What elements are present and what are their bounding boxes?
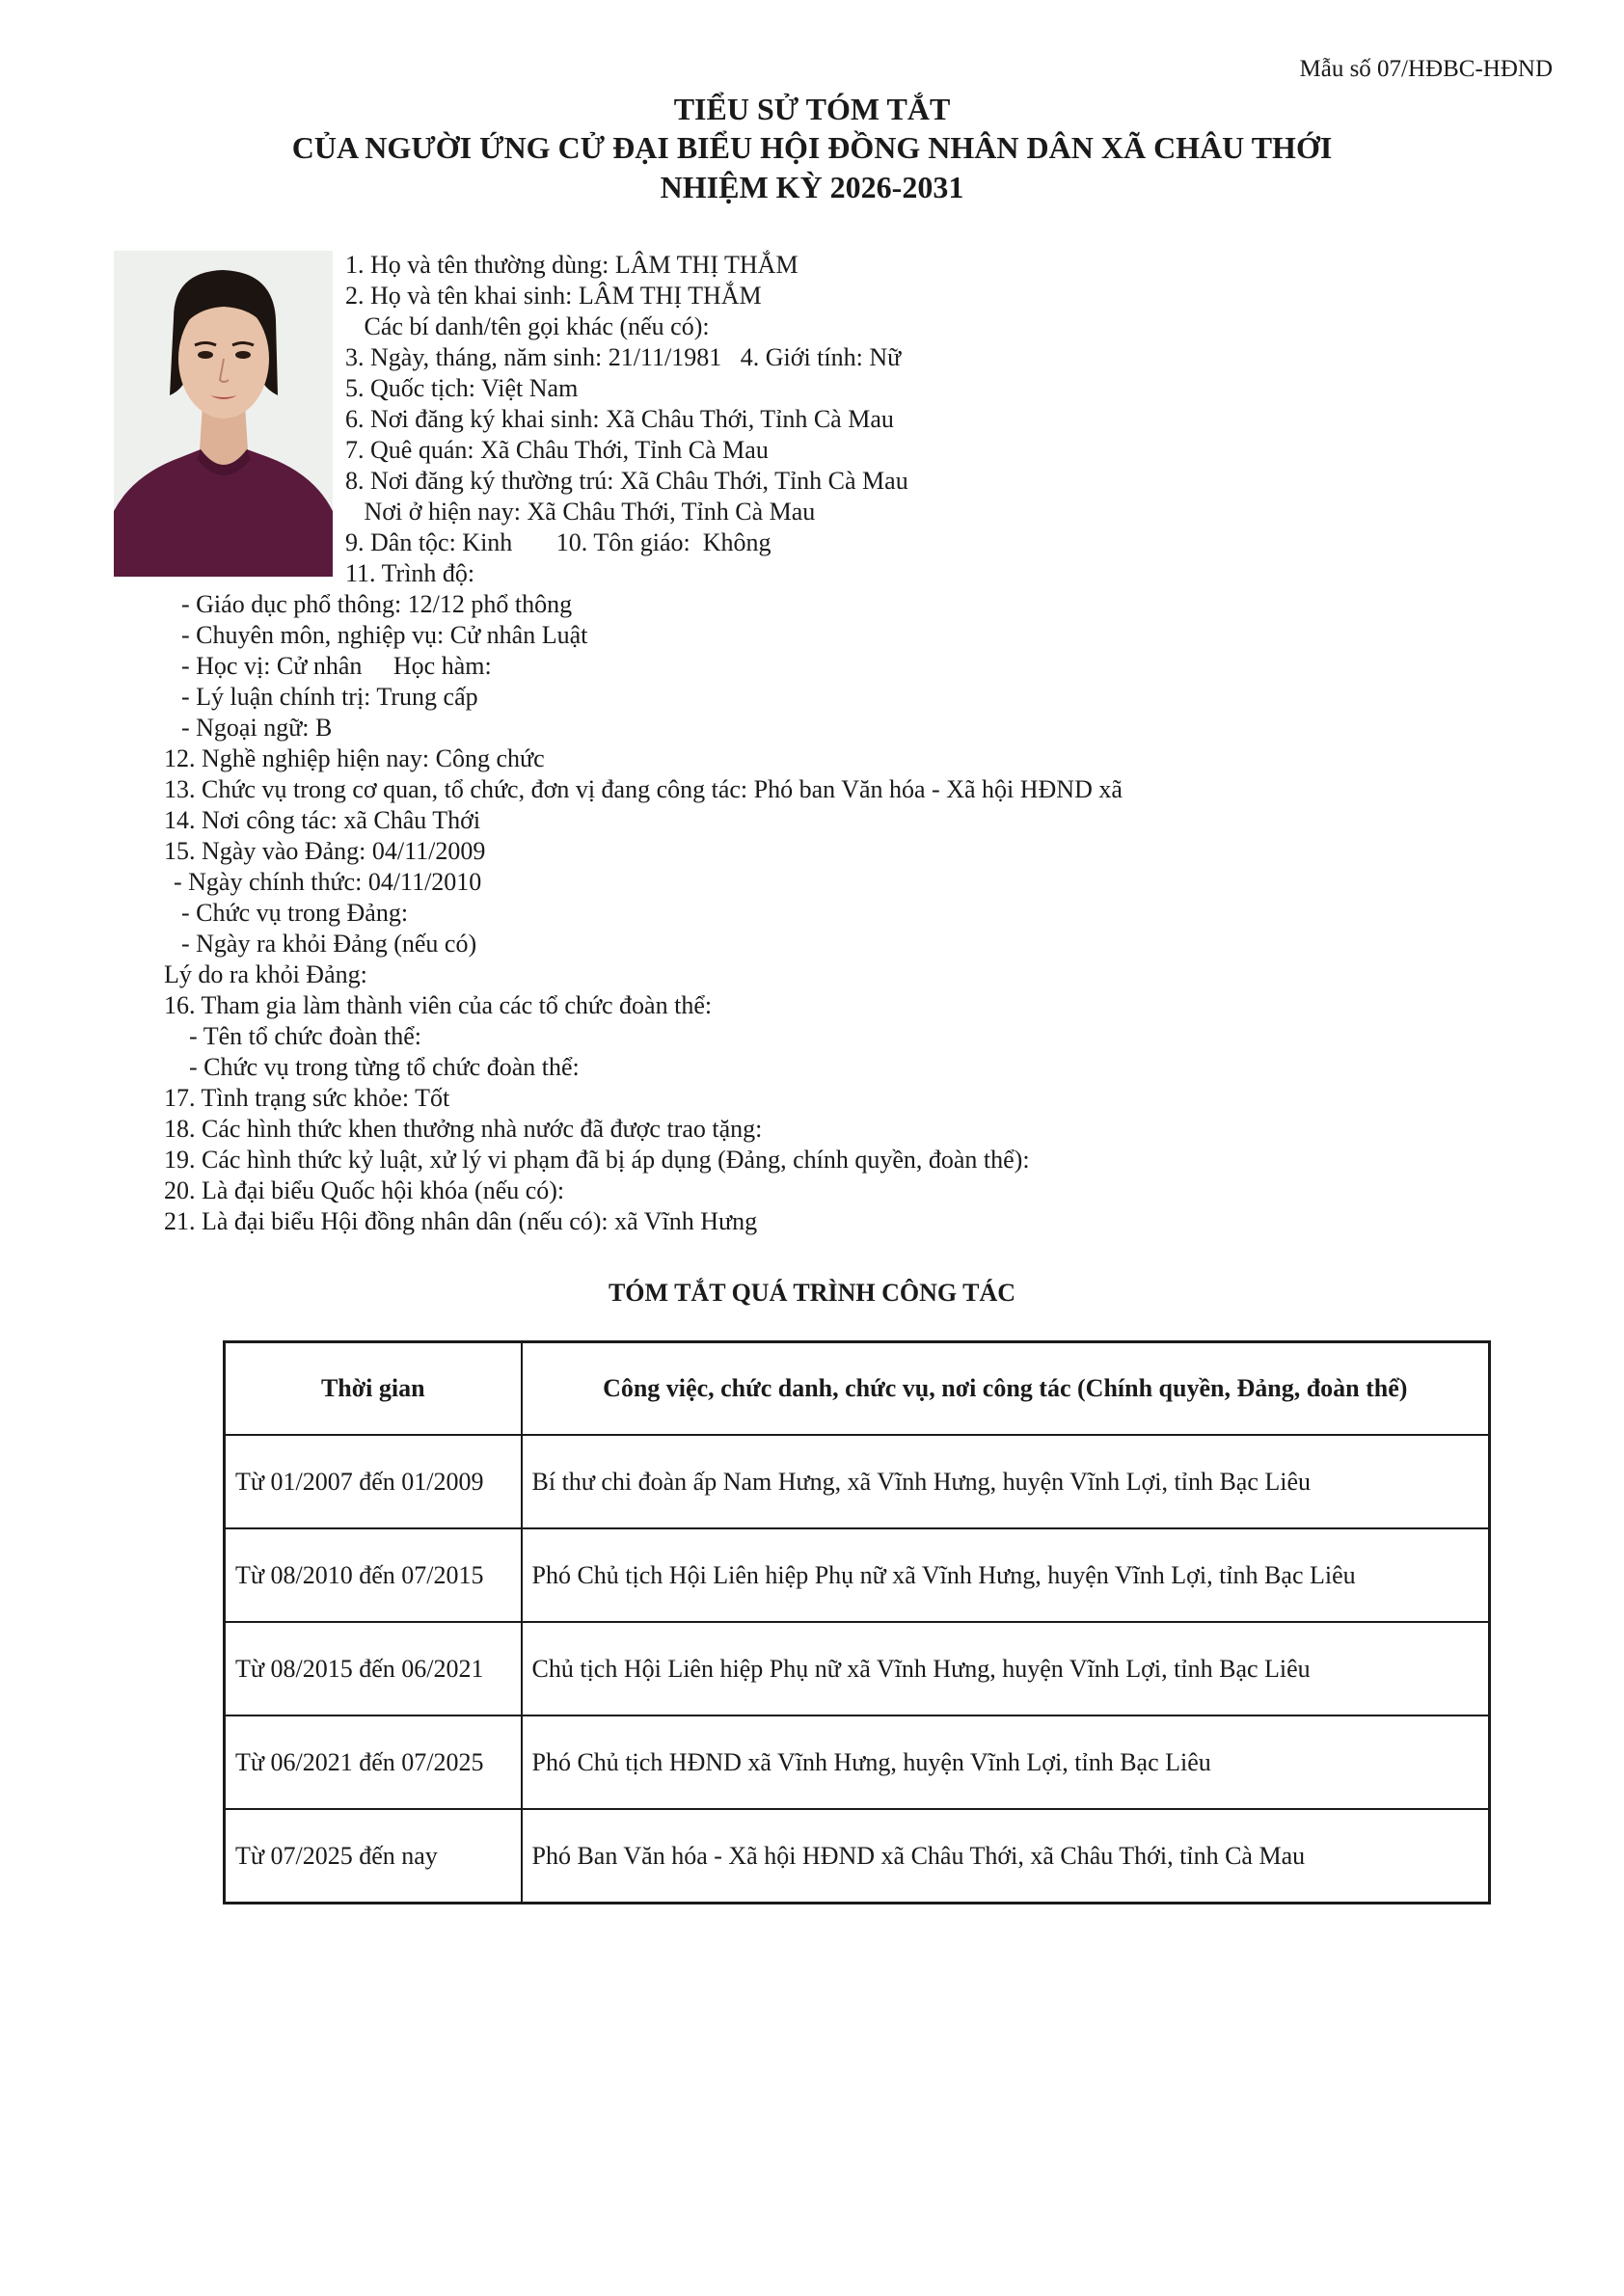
portrait-photo [114, 251, 333, 577]
bio-line-20-national-assembly: 20. Là đại biểu Quốc hội khóa (nếu có): [164, 1176, 565, 1204]
header-position: Công việc, chức danh, chức vụ, nơi công tác (Chính quyền, Đảng, đoàn thể) [522, 1342, 1490, 1436]
bio-line-general-education: - Giáo dục phổ thông: 12/12 phổ thông [181, 590, 573, 618]
portrait-image [114, 251, 333, 577]
table-row [225, 1809, 1490, 1904]
table-row [225, 1622, 1490, 1715]
bio-line-17-health: 17. Tình trạng sức khỏe: Tốt [164, 1084, 450, 1112]
bio-line-13-position: 13. Chức vụ trong cơ quan, tổ chức, đơn vị đang công tác: Phó ban Văn hóa - Xã hội HĐND xã [164, 775, 1123, 803]
bio-line-14-workplace: 14. Nơi công tác: xã Châu Thới [164, 806, 481, 834]
bio-line-party-leave-date: - Ngày ra khỏi Đảng (nếu có) [181, 930, 477, 958]
bio-line-7-hometown: 7. Quê quán: Xã Châu Thới, Tỉnh Cà Mau [345, 436, 769, 464]
bio-line-foreign-language: - Ngoại ngữ: B [181, 714, 333, 742]
bio-line-organization-name: - Tên tổ chức đoàn thể: [189, 1022, 422, 1050]
bio-line-9-ethnicity-religion: 9. Dân tộc: Kinh 10. Tôn giáo: Không [345, 528, 771, 556]
cell-role: Phó Chủ tịch Hội Liên hiệp Phụ nữ xã Vĩnh Hưng, huyện Vĩnh Lợi, tỉnh Bạc Liêu [522, 1528, 1490, 1622]
bio-line-organization-position: - Chức vụ trong từng tổ chức đoàn thể: [189, 1053, 580, 1081]
cell-period: Từ 01/2007 đến 01/2009 [225, 1435, 522, 1528]
bio-line-19-discipline: 19. Các hình thức kỷ luật, xử lý vi phạm đã bị áp dụng (Đảng, chính quyền, đoàn thể): [164, 1146, 1030, 1174]
table-row [225, 1435, 1490, 1528]
table-header-row [225, 1342, 1490, 1436]
cell-role: Phó Ban Văn hóa - Xã hội HĐND xã Châu Thới, xã Châu Thới, tỉnh Cà Mau [522, 1809, 1490, 1904]
cell-period: Từ 07/2025 đến nay [225, 1809, 522, 1904]
cell-role: Chủ tịch Hội Liên hiệp Phụ nữ xã Vĩnh Hưng, huyện Vĩnh Lợi, tỉnh Bạc Liêu [522, 1622, 1490, 1715]
bio-line-profession: - Chuyên môn, nghiệp vụ: Cử nhân Luật [181, 621, 588, 649]
cell-role: Bí thư chi đoàn ấp Nam Hưng, xã Vĩnh Hưng, huyện Vĩnh Lợi, tỉnh Bạc Liêu [522, 1435, 1490, 1528]
table-row [225, 1715, 1490, 1809]
document-term: NHIỆM KỲ 2026-2031 [660, 170, 964, 204]
bio-line-11-education-heading: 11. Trình độ: [345, 559, 475, 587]
bio-line-18-awards: 18. Các hình thức khen thưởng nhà nước đã được trao tặng: [164, 1115, 763, 1143]
cell-period: Từ 08/2010 đến 07/2015 [225, 1528, 522, 1622]
document-subtitle: CỦA NGƯỜI ỨNG CỬ ĐẠI BIỂU HỘI ĐỒNG NHÂN DÂN XÃ CHÂU THỚI [291, 130, 1333, 165]
bio-line-15-party-join-date: 15. Ngày vào Đảng: 04/11/2009 [164, 837, 486, 865]
document-title: TIỂU SỬ TÓM TẮT [673, 92, 951, 126]
bio-line-aliases: Các bí danh/tên gọi khác (nếu có): [345, 312, 710, 340]
bio-line-current-residence: Nơi ở hiện nay: Xã Châu Thới, Tỉnh Cà Mau [345, 498, 816, 526]
bio-line-3-birthdate-gender: 3. Ngày, tháng, năm sinh: 21/11/1981 4. Giới tính: Nữ [345, 343, 902, 371]
header-time: Thời gian [225, 1342, 522, 1436]
work-history-title: TÓM TẮT QUÁ TRÌNH CÔNG TÁC [608, 1279, 1016, 1307]
bio-line-1-common-name: 1. Họ và tên thường dùng: LÂM THỊ THẮM [345, 251, 798, 279]
bio-line-party-official-date: - Ngày chính thức: 04/11/2010 [174, 868, 482, 896]
bio-line-12-occupation: 12. Nghề nghiệp hiện nay: Công chức [164, 744, 545, 772]
table-row [225, 1528, 1490, 1622]
bio-line-21-peoples-council: 21. Là đại biểu Hội đồng nhân dân (nếu có): xã Vĩnh Hưng [164, 1207, 758, 1235]
bio-line-16-organizations: 16. Tham gia làm thành viên của các tổ chức đoàn thể: [164, 991, 713, 1019]
cell-period: Từ 06/2021 đến 07/2025 [225, 1715, 522, 1809]
bio-line-6-birth-registration: 6. Nơi đăng ký khai sinh: Xã Châu Thới, Tỉnh Cà Mau [345, 405, 894, 433]
bio-line-party-position: - Chức vụ trong Đảng: [181, 899, 409, 927]
bio-line-2-birth-name: 2. Họ và tên khai sinh: LÂM THỊ THẮM [345, 282, 762, 310]
work-history-table [223, 1340, 1491, 1904]
bio-line-party-leave-reason: Lý do ra khỏi Đảng: [164, 960, 367, 988]
bio-line-political-theory: - Lý luận chính trị: Trung cấp [181, 683, 478, 711]
form-code: Mẫu số 07/HĐBC-HĐND [1299, 56, 1553, 82]
cell-role: Phó Chủ tịch HĐND xã Vĩnh Hưng, huyện Vĩnh Lợi, tỉnh Bạc Liêu [522, 1715, 1490, 1809]
cell-period: Từ 08/2015 đến 06/2021 [225, 1622, 522, 1715]
bio-line-8-permanent-residence: 8. Nơi đăng ký thường trú: Xã Châu Thới, Tỉnh Cà Mau [345, 467, 908, 495]
bio-line-degree: - Học vị: Cử nhân Học hàm: [181, 652, 492, 680]
bio-line-5-nationality: 5. Quốc tịch: Việt Nam [345, 374, 579, 402]
